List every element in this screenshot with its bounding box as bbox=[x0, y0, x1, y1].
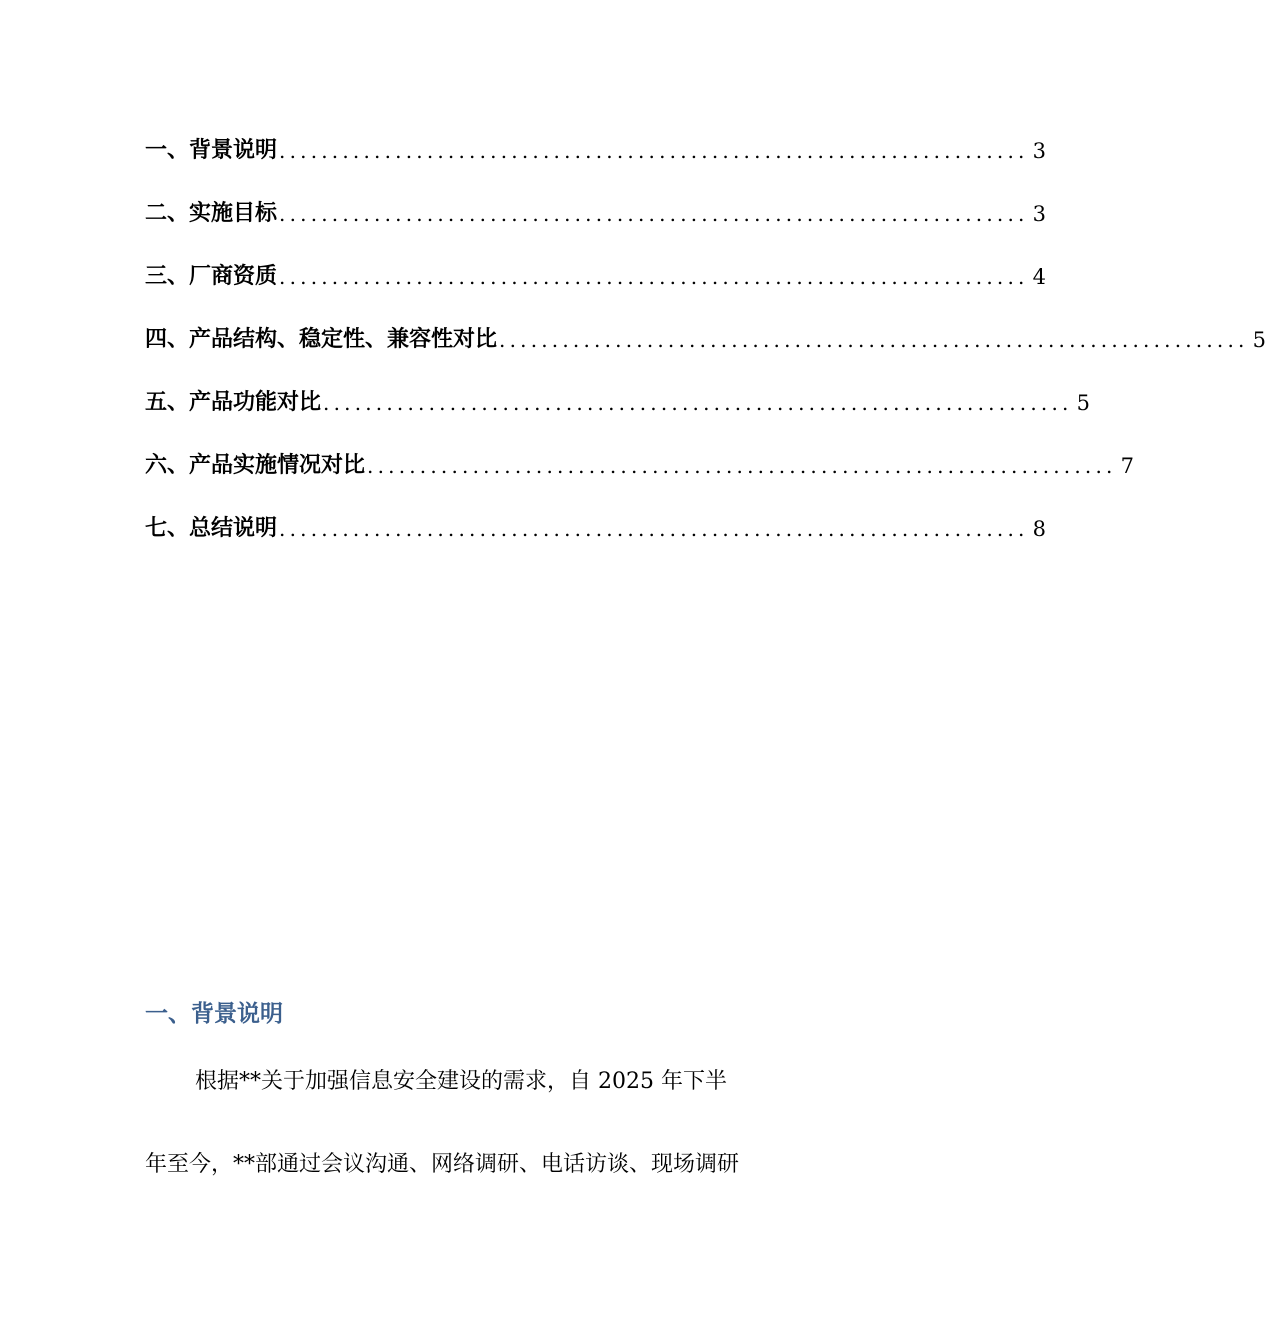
toc-entry-summary[interactable] bbox=[145, 490, 1046, 553]
toc-dot-leader: ....................................................................... bbox=[279, 265, 1029, 289]
toc-dot-leader: ....................................................................... bbox=[499, 328, 1249, 352]
toc-dot-leader: ....................................................................... bbox=[367, 454, 1117, 478]
toc-dot-leader: ....................................................................... bbox=[323, 391, 1073, 415]
toc-entry-page: 3 bbox=[1032, 202, 1046, 226]
toc-entry-page: 4 bbox=[1032, 265, 1046, 289]
toc-entry-product-structure[interactable] bbox=[145, 301, 1266, 364]
toc-entry-implementation[interactable] bbox=[145, 427, 1134, 490]
toc-entry-page: 3 bbox=[1032, 139, 1046, 163]
toc-entry-title: 四、产品结构、稳定性、兼容性对比 bbox=[145, 327, 498, 352]
toc-entry-page: 5 bbox=[1252, 328, 1266, 352]
toc-dot-leader: ....................................................................... bbox=[279, 202, 1029, 226]
toc-entry-title: 一、背景说明 bbox=[145, 138, 278, 163]
toc-entry-goals[interactable] bbox=[145, 175, 1046, 238]
toc-entry-title: 五、产品功能对比 bbox=[145, 390, 322, 415]
paragraph-line: 年至今，**部通过会议沟通、网络调研、电话访谈、现场调研 bbox=[145, 1152, 740, 1177]
toc-dot-leader: ....................................................................... bbox=[279, 139, 1029, 163]
toc-entry-title: 七、总结说明 bbox=[145, 516, 278, 541]
toc-dot-leader: ....................................................................... bbox=[279, 517, 1029, 541]
toc-entry-vendor-qualification[interactable] bbox=[145, 238, 1046, 301]
toc-entry-title: 三、厂商资质 bbox=[145, 264, 278, 289]
section-heading: 一、背景说明 bbox=[145, 1001, 283, 1027]
toc-entry-page: 5 bbox=[1076, 391, 1090, 415]
toc-entry-product-features[interactable] bbox=[145, 364, 1090, 427]
paragraph-line: 根据**关于加强信息安全建设的需求，自 2025 年下半 bbox=[195, 1069, 727, 1094]
toc-entry-title: 六、产品实施情况对比 bbox=[145, 453, 366, 478]
toc-entry-title: 二、实施目标 bbox=[145, 201, 278, 226]
toc-entry-page: 8 bbox=[1032, 517, 1046, 541]
table-of-contents bbox=[145, 112, 1266, 553]
toc-entry-page: 7 bbox=[1120, 454, 1134, 478]
toc-entry-background[interactable] bbox=[145, 112, 1046, 175]
